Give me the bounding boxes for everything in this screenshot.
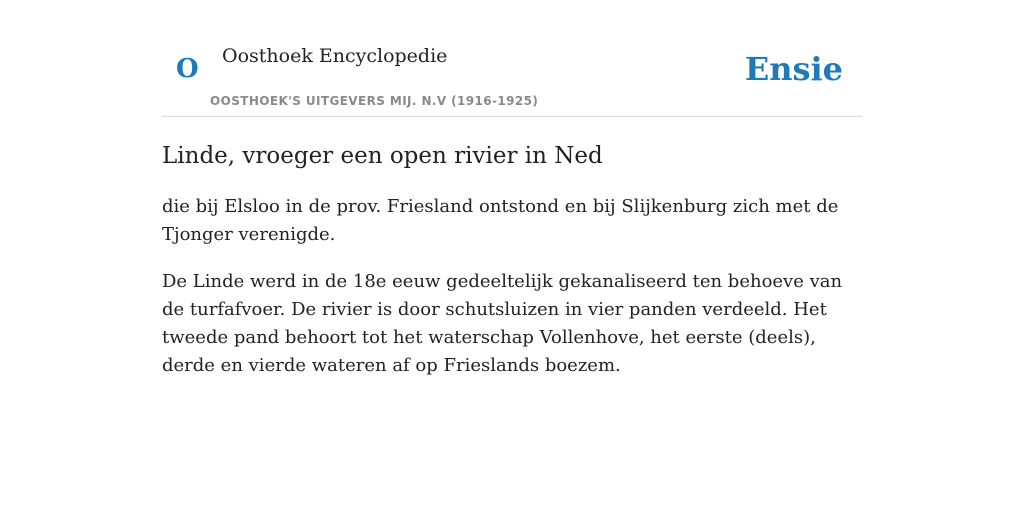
entry-paragraph: die bij Elsloo in de prov. Friesland ontstond en bij Slijkenburg zich met de Tjonger verenigde.: [162, 196, 839, 245]
site-header: [162, 0, 862, 117]
entry-paragraph: De Linde werd in de 18e eeuw gedeeltelijk gekanaliseerd ten behoeve van de turfafvoer. De rivier is door schutsluizen in vier panden verdeeld. Het tweede pand behoort tot het waterschap Vollenhove, het eerste (deels), derde en vierde wateren af op Frieslands boezem.: [162, 271, 843, 376]
entry-body: [162, 193, 862, 380]
site-title[interactable]: Oosthoek Encyclopedie: [222, 45, 448, 67]
entry-title: Linde, vroeger een open rivier in Ned: [162, 143, 603, 169]
site-logo[interactable]: O: [176, 54, 199, 84]
ensie-logo[interactable]: Ensie: [744, 50, 843, 88]
page-container: [162, 0, 862, 380]
publisher-subtitle: OOSTHOEK'S UITGEVERS MIJ. N.V (1916-1925): [210, 94, 539, 108]
